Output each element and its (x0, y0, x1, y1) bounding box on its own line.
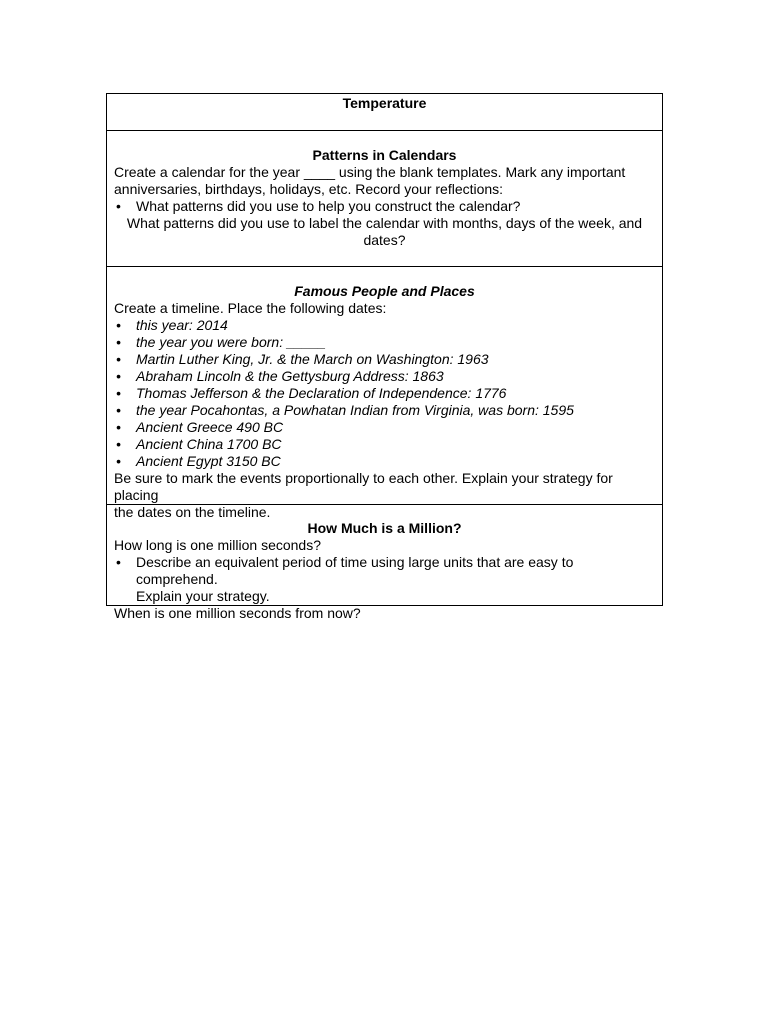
famous-intro: Create a timeline. Place the following dates: (114, 300, 387, 316)
patterns-bullet: • What patterns did you use to help you construct the calendar? (114, 198, 655, 215)
million-closing: When is one million seconds from now? (114, 605, 361, 621)
timeline-date-item: • Martin Luther King, Jr. & the March on Washington: 1963 (114, 351, 655, 368)
million-bullet-line: • Describe an equivalent period of time using large units that are easy to comprehend. (136, 554, 574, 587)
famous-outro-line: the dates on the timeline. (114, 504, 271, 520)
famous-outro-line: Be sure to mark the events proportionally to each other. Explain your strategy for placing (114, 470, 613, 503)
patterns-question-line: What patterns did you use to label the calendar with months, days of the week, and (126, 215, 643, 231)
million-bullet-line: Explain your strategy. (136, 588, 270, 604)
patterns-title: Patterns in Calendars (312, 147, 457, 163)
timeline-date-item: • this year: 2014 (114, 317, 655, 334)
famous-title: Famous People and Places (294, 283, 475, 299)
patterns-question-line: dates? (363, 232, 406, 248)
activity-table (106, 93, 663, 621)
million-title: How Much is a Million? (307, 520, 462, 536)
timeline-date-item: • the year Pocahontas, a Powhatan Indian from Virginia, was born: 1595 (114, 402, 655, 419)
timeline-date-item: • Ancient Greece 490 BC (114, 419, 655, 436)
patterns-intro-line: anniversaries, birthdays, holidays, etc. Record your reflections: (114, 181, 504, 197)
million-question: How long is one million seconds? (114, 537, 321, 553)
patterns-intro-line: Create a calendar for the year ____ using the blank templates. Mark any important (114, 164, 626, 180)
patterns-cell (107, 130, 662, 266)
timeline-date-item: • Ancient Egypt 3150 BC (114, 453, 655, 470)
temperature-cell (107, 94, 662, 130)
timeline-date-item: • Thomas Jefferson & the Declaration of Independence: 1776 (114, 385, 655, 402)
million-bullet (114, 554, 655, 605)
timeline-date-item: • Abraham Lincoln & the Gettysburg Address: 1863 (114, 368, 655, 385)
temperature-title: Temperature (342, 95, 427, 111)
timeline-date-item: • the year you were born: _____ (114, 334, 655, 351)
timeline-date-item: • Ancient China 1700 BC (114, 436, 655, 453)
famous-cell (107, 266, 662, 520)
